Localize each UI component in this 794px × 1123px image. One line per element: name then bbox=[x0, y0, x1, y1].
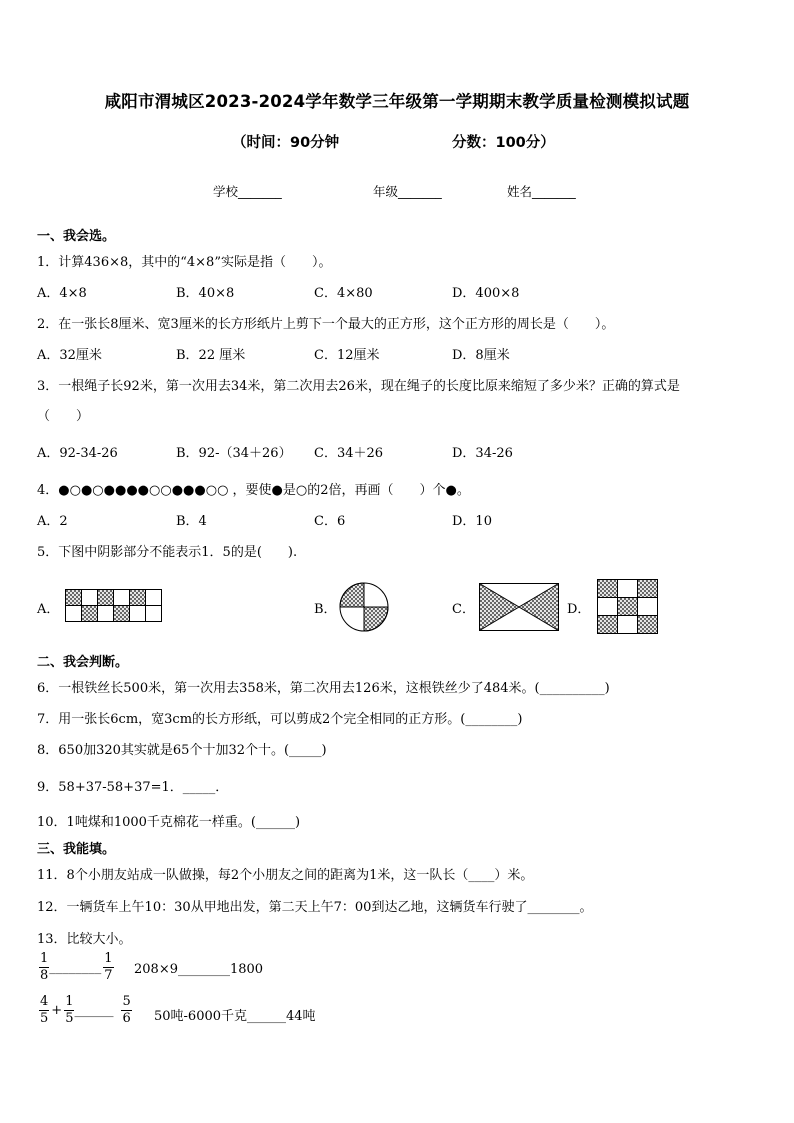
compare-expr-2: 208×9________1800 bbox=[134, 962, 264, 977]
q2-option-d[interactable]: D．8厘米 bbox=[452, 348, 510, 363]
fraction-1-5: $\frac{1}{5}$ bbox=[65, 994, 74, 1026]
question-11: 11．8个小朋友站成一队做操，每2个小朋友之间的距离为1米，这一队长（____）米。 bbox=[37, 868, 534, 883]
q2-option-a[interactable]: A．32厘米 bbox=[37, 348, 102, 363]
q4-option-c[interactable]: C．6 bbox=[314, 514, 346, 529]
q1-option-a[interactable]: A．4×8 bbox=[37, 286, 87, 301]
fraction-5-6: $\frac{5}{6}$ bbox=[122, 994, 131, 1026]
q5-option-a[interactable]: A． bbox=[37, 602, 60, 617]
question-6: 6．一根铁丝长500米，第一次用去358米，第二次用去126米，这根铁丝少了484米。(__________) bbox=[37, 681, 610, 696]
question-8: 8．650加320其实就是65个十加32个十。(_____) bbox=[37, 743, 327, 758]
q3-option-b[interactable]: B．92-（34＋26） bbox=[176, 446, 292, 461]
q5-figure-a bbox=[65, 589, 162, 623]
compare-row-1 bbox=[39, 951, 114, 984]
q3-option-c[interactable]: C．34＋26 bbox=[314, 446, 384, 461]
exam-time: （时间：90分钟 bbox=[232, 135, 340, 151]
q2-option-b[interactable]: B．22 厘米 bbox=[176, 348, 246, 363]
school-field[interactable]: 学校_______ bbox=[213, 184, 282, 199]
q1-option-c[interactable]: C．4×80 bbox=[314, 286, 373, 301]
q5-option-d[interactable]: D． bbox=[567, 602, 591, 617]
compare-blank-1[interactable]: ________ bbox=[49, 960, 102, 975]
section-3-heading: 三、我能填。 bbox=[37, 842, 116, 857]
q3-option-d[interactable]: D．34-26 bbox=[452, 446, 513, 461]
q1-option-b[interactable]: B．40×8 bbox=[176, 286, 235, 301]
q3-option-a[interactable]: A．92-34-26 bbox=[37, 446, 118, 461]
question-4: 4．●○●○●●●●○○●●●○○ ，要使●是○的2倍，再画（ ）个●。 bbox=[37, 483, 470, 498]
compare-row-2 bbox=[39, 994, 132, 1027]
q4-option-a[interactable]: A．2 bbox=[37, 514, 68, 529]
question-3-answer-paren: （ ） bbox=[37, 409, 90, 424]
section-2-heading: 二、我会判断。 bbox=[37, 655, 129, 670]
question-12: 12．一辆货车上午10：30从甲地出发，第二天上午7：00到达乙地，这辆货车行驶了________。 bbox=[37, 900, 593, 915]
q5-option-c[interactable]: C． bbox=[452, 602, 475, 617]
question-3: 3．一根绳子长92米，第一次用去34米，第二次用去26米，现在绳子的长度比原来缩短了多少米？正确的算式是 bbox=[37, 379, 680, 394]
question-7: 7．用一张长6cm，宽3cm的长方形纸，可以剪成2个完全相同的正方形。(________) bbox=[37, 712, 523, 727]
question-13: 13．比较大小。 bbox=[37, 932, 132, 947]
q2-option-c[interactable]: C．12厘米 bbox=[314, 348, 380, 363]
plus-sign: + bbox=[51, 1003, 63, 1018]
exam-score: 分数：100分） bbox=[452, 135, 555, 151]
q5-figure-b bbox=[338, 581, 390, 633]
fraction-4-5: $\frac{4}{5}$ bbox=[40, 994, 49, 1026]
question-5: 5．下图中阴影部分不能表示1．5的是( ). bbox=[37, 545, 298, 560]
q5-option-b[interactable]: B． bbox=[314, 602, 337, 617]
q5-figure-d bbox=[597, 579, 658, 634]
page-title: 咸阳市渭城区2023-2024学年数学三年级第一学期期末教学质量检测模拟试题 bbox=[104, 92, 690, 111]
fraction-1-7: $\frac{1}{7}$ bbox=[104, 951, 113, 983]
q4-option-b[interactable]: B．4 bbox=[176, 514, 207, 529]
compare-expr-4: 50吨-6000千克______44吨 bbox=[154, 1009, 316, 1024]
fraction-1-8: $\frac{1}{8}$ bbox=[40, 951, 49, 983]
question-9: 9．58+37-58+37=1．_____． bbox=[37, 780, 229, 795]
name-field[interactable]: 姓名_______ bbox=[507, 184, 576, 199]
q5-figure-c bbox=[479, 583, 559, 631]
question-1: 1．计算436×8，其中的“4×8”实际是指（ ）。 bbox=[37, 255, 332, 270]
section-1-heading: 一、我会选。 bbox=[37, 229, 116, 244]
grade-field[interactable]: 年级_______ bbox=[373, 184, 442, 199]
q1-option-d[interactable]: D．400×8 bbox=[452, 286, 520, 301]
question-2: 2．在一张长8厘米、宽3厘米的长方形纸片上剪下一个最大的正方形，这个正方形的周长是（ ）。 bbox=[37, 317, 615, 332]
q4-option-d[interactable]: D．10 bbox=[452, 514, 492, 529]
question-10: 10．1吨煤和1000千克棉花一样重。(______) bbox=[37, 815, 301, 830]
compare-blank-3[interactable]: ______ bbox=[74, 1003, 114, 1018]
